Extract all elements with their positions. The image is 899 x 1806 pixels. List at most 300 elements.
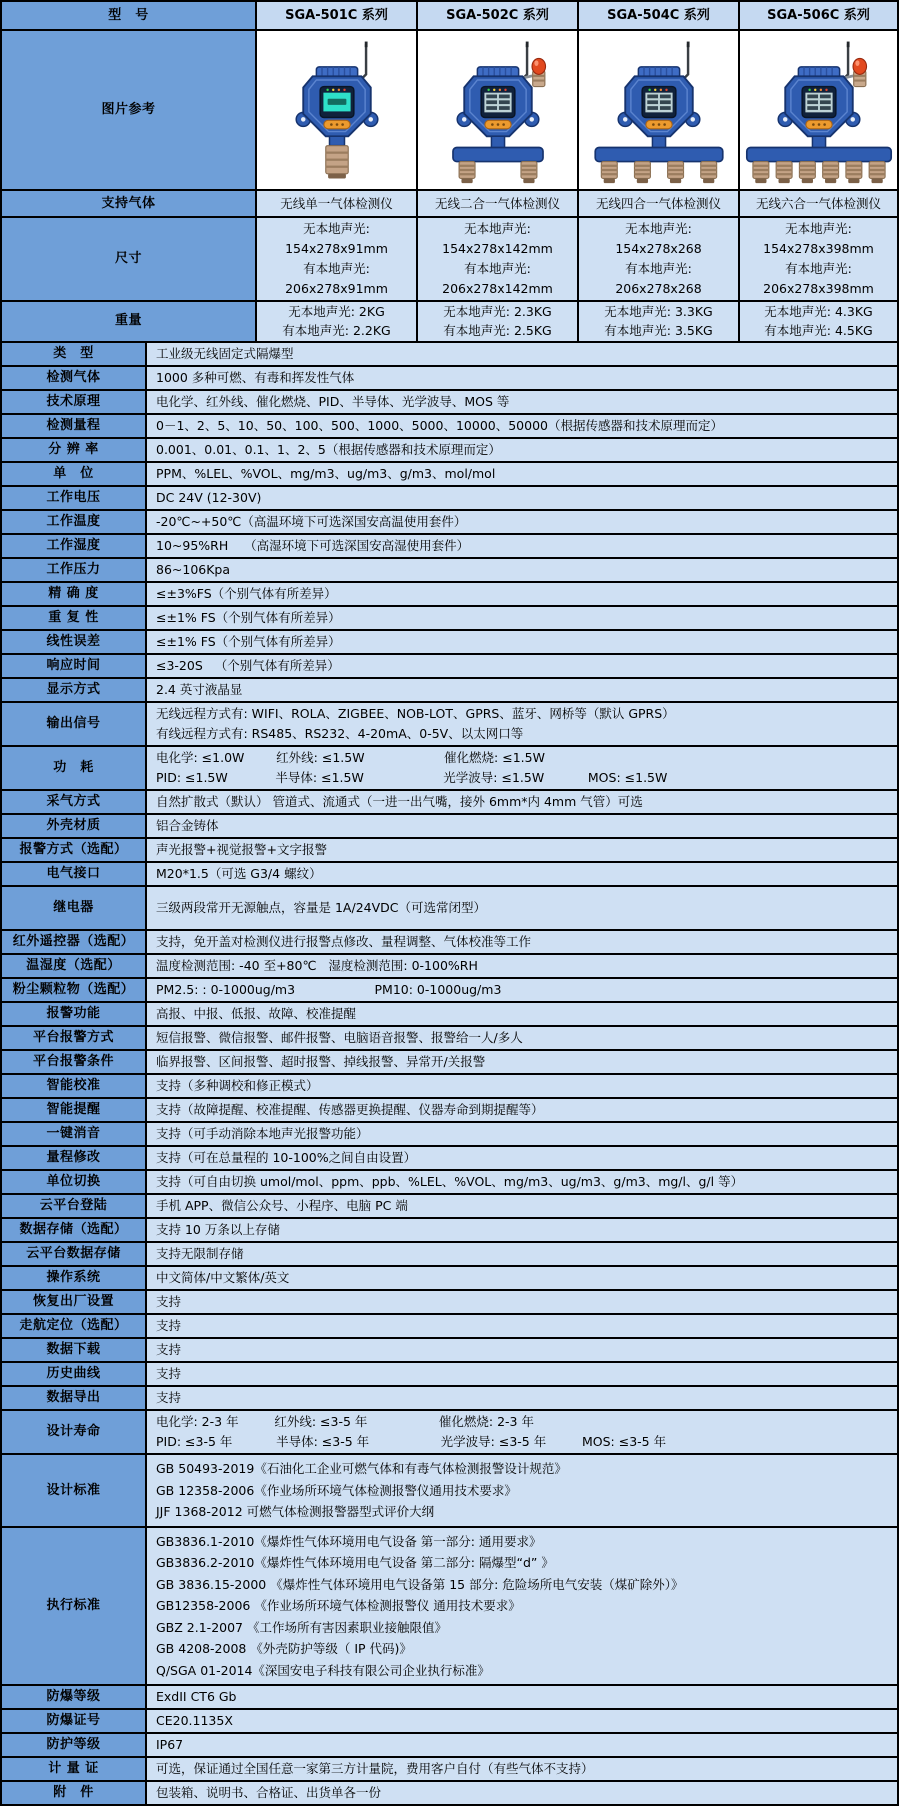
support-row-label-text: 支持气体 [101, 195, 156, 211]
spec-value [145, 1123, 897, 1145]
weight-value-line: 无本地声光: 2.3KG [443, 304, 552, 319]
spec-label [2, 655, 145, 677]
spec-value [145, 1758, 897, 1780]
spec-label [2, 1758, 145, 1780]
weight-value [416, 302, 577, 341]
model-header-text: SGA-504C 系列 [607, 7, 710, 23]
spec-label [2, 1315, 145, 1337]
sga-501c-detector-image [262, 35, 412, 185]
model-header [577, 2, 738, 29]
spec-value [145, 747, 897, 789]
spec-label-text: 设计寿命 [46, 1424, 101, 1439]
spec-label-text: 防护等级 [46, 1737, 101, 1752]
dimension-value [738, 218, 897, 300]
spec-label-text: 工作温度 [46, 514, 101, 529]
spec-label [2, 487, 145, 509]
spec-label-text: 走航定位（选配） [19, 1318, 128, 1333]
table-row [2, 813, 897, 837]
spec-label [2, 1051, 145, 1073]
spec-label [2, 367, 145, 389]
support-row-label [2, 191, 255, 216]
table-row [2, 413, 897, 437]
spec-label-text: 工作压力 [46, 562, 101, 577]
spec-label-text: 单 位 [53, 466, 94, 481]
spec-label [2, 1734, 145, 1756]
table-row [2, 341, 897, 365]
spec-value-line: 短信报警、微信报警、邮件报警、电脑语音报警、报警给一人/多人 [156, 1030, 523, 1045]
spec-label-text: 检测量程 [46, 418, 101, 433]
spec-label [2, 1243, 145, 1265]
spec-label-text: 平台报警条件 [32, 1054, 114, 1069]
spec-value [145, 463, 897, 485]
manifold [453, 148, 543, 162]
table-row [2, 1684, 897, 1708]
spec-label [2, 535, 145, 557]
spec-value-line: ≤±1% FS（个别气体有所差异） [156, 634, 341, 649]
spec-value [145, 703, 897, 745]
spec-label [2, 343, 145, 365]
spec-value-line: 支持（可手动消除本地声光报警功能） [156, 1126, 369, 1141]
spec-label-text: 数据存储（选配） [19, 1222, 128, 1237]
spec-value [145, 559, 897, 581]
spec-value [145, 979, 897, 1001]
spec-label [2, 1195, 145, 1217]
sensor-head [634, 162, 650, 184]
spec-label [2, 679, 145, 701]
table-row [2, 745, 897, 789]
spec-label-text: 重 复 性 [48, 610, 99, 625]
table-row [2, 953, 897, 977]
weight-value-line: 有本地声光: 2.5KG [443, 322, 552, 338]
spec-label-text: 云平台数据存储 [26, 1246, 121, 1261]
dimension-value-line: 有本地声光: 206x278x268 [615, 261, 702, 296]
table-row [2, 1145, 897, 1169]
spec-value [145, 815, 897, 837]
dimension-value [577, 218, 738, 300]
weight-value [255, 302, 416, 341]
image-row-label [2, 31, 255, 189]
spec-value-line: 包装箱、说明书、合格证、出货单各一份 [156, 1785, 382, 1800]
spec-value [145, 511, 897, 533]
manifold [746, 148, 890, 162]
spec-value-line: 有线远程方式有: RS485、RS232、4-20mA、0-5V、以太网口等 [156, 726, 524, 741]
spec-value-line: 1000 多种可燃、有毒和挥发性气体 [156, 370, 355, 385]
button-panel [805, 120, 831, 128]
spec-label [2, 1710, 145, 1732]
spec-value [145, 631, 897, 653]
table-row [2, 1708, 897, 1732]
table-row [2, 1001, 897, 1025]
spec-label-text: 计 量 证 [48, 1761, 99, 1776]
spec-value-line: 自然扩散式（默认） 管道式、流通式（一进一出气嘴，接外 6mm*内 4mm 气管）可选 [156, 794, 643, 809]
spec-value-line: ≤3-20S （个别气体有所差异） [156, 658, 340, 673]
table-row [2, 1217, 897, 1241]
spec-label [2, 931, 145, 953]
spec-value-line: 工业级无线固定式隔爆型 [156, 346, 294, 361]
spec-value [145, 839, 897, 861]
spec-label [2, 1686, 145, 1708]
table-row [2, 605, 897, 629]
spec-value [145, 583, 897, 605]
dimension-value-line: 无本地声光: 154x278x398mm [763, 221, 874, 256]
sensor-head [799, 162, 815, 184]
spec-label [2, 1267, 145, 1289]
table-row [2, 1526, 897, 1685]
spec-value [145, 791, 897, 813]
table-row [2, 1025, 897, 1049]
spec-label [2, 1411, 145, 1453]
spec-value [145, 1099, 897, 1121]
spec-label [2, 815, 145, 837]
spec-label [2, 559, 145, 581]
spec-value-line: 支持（故障提醒、校准提醒、传感器更换提醒、仪器寿命到期提醒等） [156, 1102, 544, 1117]
sensor-head [700, 162, 716, 184]
table-row [2, 653, 897, 677]
weight-value-line: 有本地声光: 2.2KG [282, 322, 391, 338]
spec-value-line: IP67 [156, 1737, 184, 1752]
spec-label-text: 操作系统 [46, 1270, 101, 1285]
dimension-value-line: 有本地声光: 206x278x91mm [285, 261, 388, 296]
table-row [2, 389, 897, 413]
spec-label [2, 1387, 145, 1409]
spec-label-text: 智能校准 [46, 1078, 101, 1093]
sensor-head [776, 162, 792, 184]
spec-label [2, 1003, 145, 1025]
spec-label [2, 1782, 145, 1804]
spec-value-line: 支持（可在总量程的 10-100%之间自由设置） [156, 1150, 417, 1165]
size-row-label-text: 尺寸 [114, 251, 142, 266]
spec-value-line: DC 24V (12-30V) [156, 490, 262, 505]
spec-label [2, 511, 145, 533]
spec-value-line: GB3836.2-2010《爆炸性气体环境用电气设备 第二部分: 隔爆型“d” 》 [156, 1555, 554, 1570]
spec-label [2, 791, 145, 813]
spec-value [145, 343, 897, 365]
model-header-text: SGA-501C 系列 [285, 7, 388, 23]
table-row [2, 1241, 897, 1265]
table-row [2, 2, 897, 29]
spec-label-text: 功 耗 [53, 760, 94, 775]
spec-label [2, 1291, 145, 1313]
dimension-value-line: 无本地声光: 154x278x268 [615, 221, 702, 256]
spec-label [2, 1219, 145, 1241]
spec-value [145, 1147, 897, 1169]
spec-label [2, 1339, 145, 1361]
sensor-head [869, 162, 885, 184]
model-row-label [2, 2, 255, 29]
table-row [2, 533, 897, 557]
table-row [2, 300, 897, 341]
spec-value-line: 0－1、2、5、10、50、100、500、1000、5000、10000、50000（根据传感器和技术原理而定） [156, 418, 723, 433]
spec-value-line: PID: ≤3-5 年 半导体: ≤3-5 年 光学波导: ≤3-5 年 MOS: ≤3-5 年 [156, 1434, 667, 1449]
spec-value-line: 温度检测范围: -40 至+80℃ 湿度检测范围: 0-100%RH [156, 958, 478, 973]
spec-label [2, 1171, 145, 1193]
spec-label [2, 863, 145, 885]
model-header-text: SGA-502C 系列 [446, 7, 549, 23]
weight-value-line: 有本地声光: 4.5KG [764, 322, 873, 338]
button-panel [323, 120, 349, 128]
spec-label-text: 报警功能 [46, 1006, 101, 1021]
weight-row-label-text: 重量 [114, 313, 142, 329]
table-row [2, 509, 897, 533]
spec-label-text: 一键消音 [46, 1126, 101, 1141]
spec-label [2, 747, 145, 789]
spec-label-text: 显示方式 [46, 682, 101, 697]
spec-value-line: 支持 [156, 1342, 182, 1357]
spec-value [145, 391, 897, 413]
spec-value-line: GBZ 2.1-2007 《工作场所有害因素职业接触限值》 [156, 1619, 447, 1635]
display-screen [481, 87, 515, 118]
sga-502c-detector-image [423, 35, 573, 185]
spec-label [2, 1099, 145, 1121]
spec-value [145, 1075, 897, 1097]
spec-value-line: JJF 1368-2012 可燃气体检测报警器型式评价大纲 [156, 1504, 435, 1519]
spec-value [145, 1339, 897, 1361]
spec-label-text: 输出信号 [46, 716, 101, 731]
spec-label-text: 继电器 [53, 900, 94, 915]
table-row [2, 1313, 897, 1337]
product-image [255, 31, 416, 189]
spec-value [145, 1219, 897, 1241]
table-row [2, 1337, 897, 1361]
spec-label-text: 单位切换 [46, 1174, 101, 1189]
spec-label-text: 恢复出厂设置 [32, 1294, 114, 1309]
spec-value-line: 声光报警+视觉报警+文字报警 [156, 842, 327, 857]
spec-value [145, 1267, 897, 1289]
spec-label-text: 历史曲线 [46, 1366, 101, 1381]
image-row-label-text: 图片参考 [101, 102, 156, 117]
spec-label [2, 607, 145, 629]
table-row [2, 1732, 897, 1756]
sensor-head [845, 162, 861, 184]
table-row [2, 581, 897, 605]
spec-value [145, 415, 897, 437]
table-row [2, 461, 897, 485]
supported-gas-type-text: 无线二合一气体检测仪 [434, 195, 560, 211]
spec-value [145, 887, 897, 929]
table-row [2, 1121, 897, 1145]
spec-value-line: 支持 [156, 1294, 182, 1309]
spec-value-line: -20℃~+50℃（高温环境下可选深国安高温使用套件） [156, 514, 467, 529]
spec-label-text: 平台报警方式 [32, 1030, 114, 1045]
supported-gas-type [577, 191, 738, 216]
spec-value [145, 1027, 897, 1049]
weight-row-label [2, 302, 255, 341]
spec-label [2, 1147, 145, 1169]
spec-label-text: 技术原理 [46, 394, 101, 409]
spec-value-line: GB 50493-2019《石油化工企业可燃气体和有毒气体检测报警设计规范》 [156, 1461, 567, 1476]
table-row [2, 701, 897, 745]
table-row [2, 1361, 897, 1385]
table-row [2, 629, 897, 653]
sensor-head [667, 162, 683, 184]
spec-label [2, 1455, 145, 1526]
dimension-value-line: 无本地声光: 154x278x91mm [285, 221, 388, 256]
weight-value [738, 302, 897, 341]
antenna-tip [525, 42, 528, 48]
spec-value-line: 无线远程方式有: WIFI、ROLA、ZIGBEE、NOB-LOT、GPRS、蓝牙、网桥等（默认 GPRS） [156, 706, 675, 721]
spec-label-text: 设计标准 [46, 1482, 101, 1498]
spec-label [2, 391, 145, 413]
table-row [2, 485, 897, 509]
spec-value-line: PID: ≤1.5W 半导体: ≤1.5W 光学波导: ≤1.5W MOS: ≤1.5W [156, 770, 668, 785]
supported-gas-type-text: 无线六合一气体检测仪 [755, 195, 881, 211]
table-row [2, 1289, 897, 1313]
spec-label-text: 精 确 度 [48, 586, 99, 601]
display-screen [642, 87, 676, 118]
sensor-head [601, 162, 617, 184]
spec-value-line: 0.001、0.01、0.1、1、2、5（根据传感器和技术原理而定） [156, 442, 501, 457]
spec-label [2, 1075, 145, 1097]
spec-value-line: 支持 10 万条以上存储 [156, 1222, 280, 1237]
spec-value-line: GB 12358-2006《作业场所环境气体检测报警仪通用技术要求》 [156, 1482, 517, 1498]
table-row [2, 29, 897, 189]
dimension-value-line: 无本地声光: 154x278x142mm [442, 221, 553, 256]
spec-value [145, 1315, 897, 1337]
spec-value [145, 439, 897, 461]
table-row [2, 977, 897, 1001]
supported-gas-type-text: 无线单一气体检测仪 [280, 195, 393, 211]
table-row [2, 1780, 897, 1804]
spec-value-line: PM2.5: : 0-1000ug/m3 PM10: 0-1000ug/m3 [156, 982, 502, 997]
weight-value-line: 无本地声光: 2KG [288, 304, 385, 319]
weight-value-line: 有本地声光: 3.5KG [604, 322, 713, 338]
spec-value [145, 1710, 897, 1732]
spec-value-line: 三级两段常开无源触点，容量是 1A/24VDC（可选常闭型） [156, 900, 486, 915]
spec-label [2, 463, 145, 485]
spec-label-text: 粉尘颗粒物（选配） [12, 982, 135, 997]
manifold [595, 148, 723, 162]
spec-value [145, 487, 897, 509]
spec-value [145, 1455, 897, 1526]
spec-value [145, 367, 897, 389]
spec-value-line: ≤±3%FS（个别气体有所差异） [156, 586, 337, 601]
spec-label-text: 线性误差 [46, 634, 101, 649]
spec-label-text: 响应时间 [46, 658, 101, 673]
spec-value [145, 1003, 897, 1025]
spec-value-line: 临界报警、区间报警、超时报警、掉线报警、异常开/关报警 [156, 1054, 486, 1069]
spec-value [145, 1528, 897, 1685]
spec-label-text: 防爆等级 [46, 1689, 101, 1704]
spec-label-text: 量程修改 [46, 1150, 101, 1165]
spec-value-line: CE20.1135X [156, 1713, 233, 1728]
spec-value-line: 支持，免开盖对检测仪进行报警点修改、量程调整、气体校准等工作 [156, 934, 532, 949]
spec-label-text: 外壳材质 [46, 818, 101, 833]
spec-label [2, 979, 145, 1001]
spec-value [145, 1195, 897, 1217]
spec-value-line: 2.4 英寸液晶显 [156, 682, 243, 697]
spec-value [145, 1363, 897, 1385]
spec-label [2, 1528, 145, 1685]
product-image [738, 31, 897, 189]
sensor-head [325, 146, 348, 179]
spec-value-line: 手机 APP、微信公众号、小程序、电脑 PC 端 [156, 1198, 408, 1213]
table-row [2, 1265, 897, 1289]
spec-value [145, 607, 897, 629]
size-row-label [2, 218, 255, 300]
sga-504c-detector-image [584, 35, 734, 185]
table-row [2, 1409, 897, 1453]
model-row-label-text: 型 号 [108, 7, 149, 23]
spec-label-text: 数据下载 [46, 1342, 101, 1357]
sensor-head [822, 162, 838, 184]
spec-label-text: 执行标准 [46, 1598, 101, 1613]
table-row [2, 677, 897, 701]
spec-value [145, 1686, 897, 1708]
spec-label-text: 分 辨 率 [48, 442, 99, 457]
table-row [2, 1756, 897, 1780]
table-row [2, 837, 897, 861]
table-row [2, 929, 897, 953]
spec-label-text: 采气方式 [46, 794, 101, 809]
spec-label [2, 415, 145, 437]
spec-label [2, 1123, 145, 1145]
display-screen [320, 87, 354, 118]
supported-gas-type-text: 无线四合一气体检测仪 [595, 195, 721, 211]
table-row [2, 885, 897, 929]
spec-value-line: 中文简体/中文繁体/英文 [156, 1270, 290, 1285]
supported-gas-type [416, 191, 577, 216]
spec-value-line: 支持（多种调校和修正模式） [156, 1078, 319, 1093]
product-image [416, 31, 577, 189]
spec-value-line: Q/SGA 01-2014《深国安电子科技有限公司企业执行标准》 [156, 1662, 490, 1678]
spec-label [2, 583, 145, 605]
spec-label-text: 云平台登陆 [39, 1198, 108, 1213]
spec-label-text: 附 件 [53, 1785, 94, 1800]
dimension-value [255, 218, 416, 300]
dimension-value [416, 218, 577, 300]
spec-value [145, 535, 897, 557]
table-row [2, 216, 897, 300]
spec-label [2, 703, 145, 745]
spec-value [145, 1782, 897, 1804]
spec-value [145, 655, 897, 677]
spec-value-line: 10~95%RH （高湿环境下可选深国安高湿使用套件） [156, 538, 470, 553]
product-image [577, 31, 738, 189]
spec-label-text: 类 型 [53, 346, 94, 361]
spec-value-line: GB 4208-2008 《外壳防护等级（ IP 代码)》 [156, 1641, 412, 1656]
model-header [255, 2, 416, 29]
spec-value-line: 电化学: ≤1.0W 红外线: ≤1.5W 催化燃烧: ≤1.5W [156, 750, 545, 765]
spec-value [145, 1171, 897, 1193]
table-row [2, 1453, 897, 1526]
spec-label-text: 检测气体 [46, 370, 101, 385]
display-screen [802, 87, 836, 118]
spec-value [145, 1051, 897, 1073]
table-row [2, 1169, 897, 1193]
supported-gas-type [738, 191, 897, 216]
table-row [2, 1193, 897, 1217]
spec-value-line: 支持 [156, 1390, 182, 1405]
spec-value-line: 高报、中报、低报、故障、校准提醒 [156, 1006, 357, 1021]
weight-value [577, 302, 738, 341]
weight-value-line: 无本地声光: 3.3KG [604, 304, 713, 319]
spec-value [145, 955, 897, 977]
sensor-head [752, 162, 768, 184]
spec-value [145, 1734, 897, 1756]
spec-label-text: 防爆证号 [46, 1713, 101, 1728]
spec-value-line: GB3836.1-2010《爆炸性气体环境用电气设备 第一部分: 通用要求》 [156, 1533, 542, 1549]
spec-value-line: ExdII CT6 Gb [156, 1689, 237, 1704]
spec-label-text: 红外遥控器（选配） [12, 934, 135, 949]
spec-value-line: GB 3836.15-2000 《爆炸性气体环境用电气设备第 15 部分: 危险场所电气安装（煤矿除外）》 [156, 1576, 684, 1592]
spec-label [2, 887, 145, 929]
weight-value-line: 无本地声光: 4.3KG [764, 304, 873, 319]
model-header [738, 2, 897, 29]
spec-value-line: 支持无限制存储 [156, 1246, 244, 1261]
spec-value [145, 1291, 897, 1313]
spec-value-line: 支持 [156, 1318, 182, 1333]
spec-value-line: M20*1.5（可选 G3/4 螺纹） [156, 866, 322, 881]
